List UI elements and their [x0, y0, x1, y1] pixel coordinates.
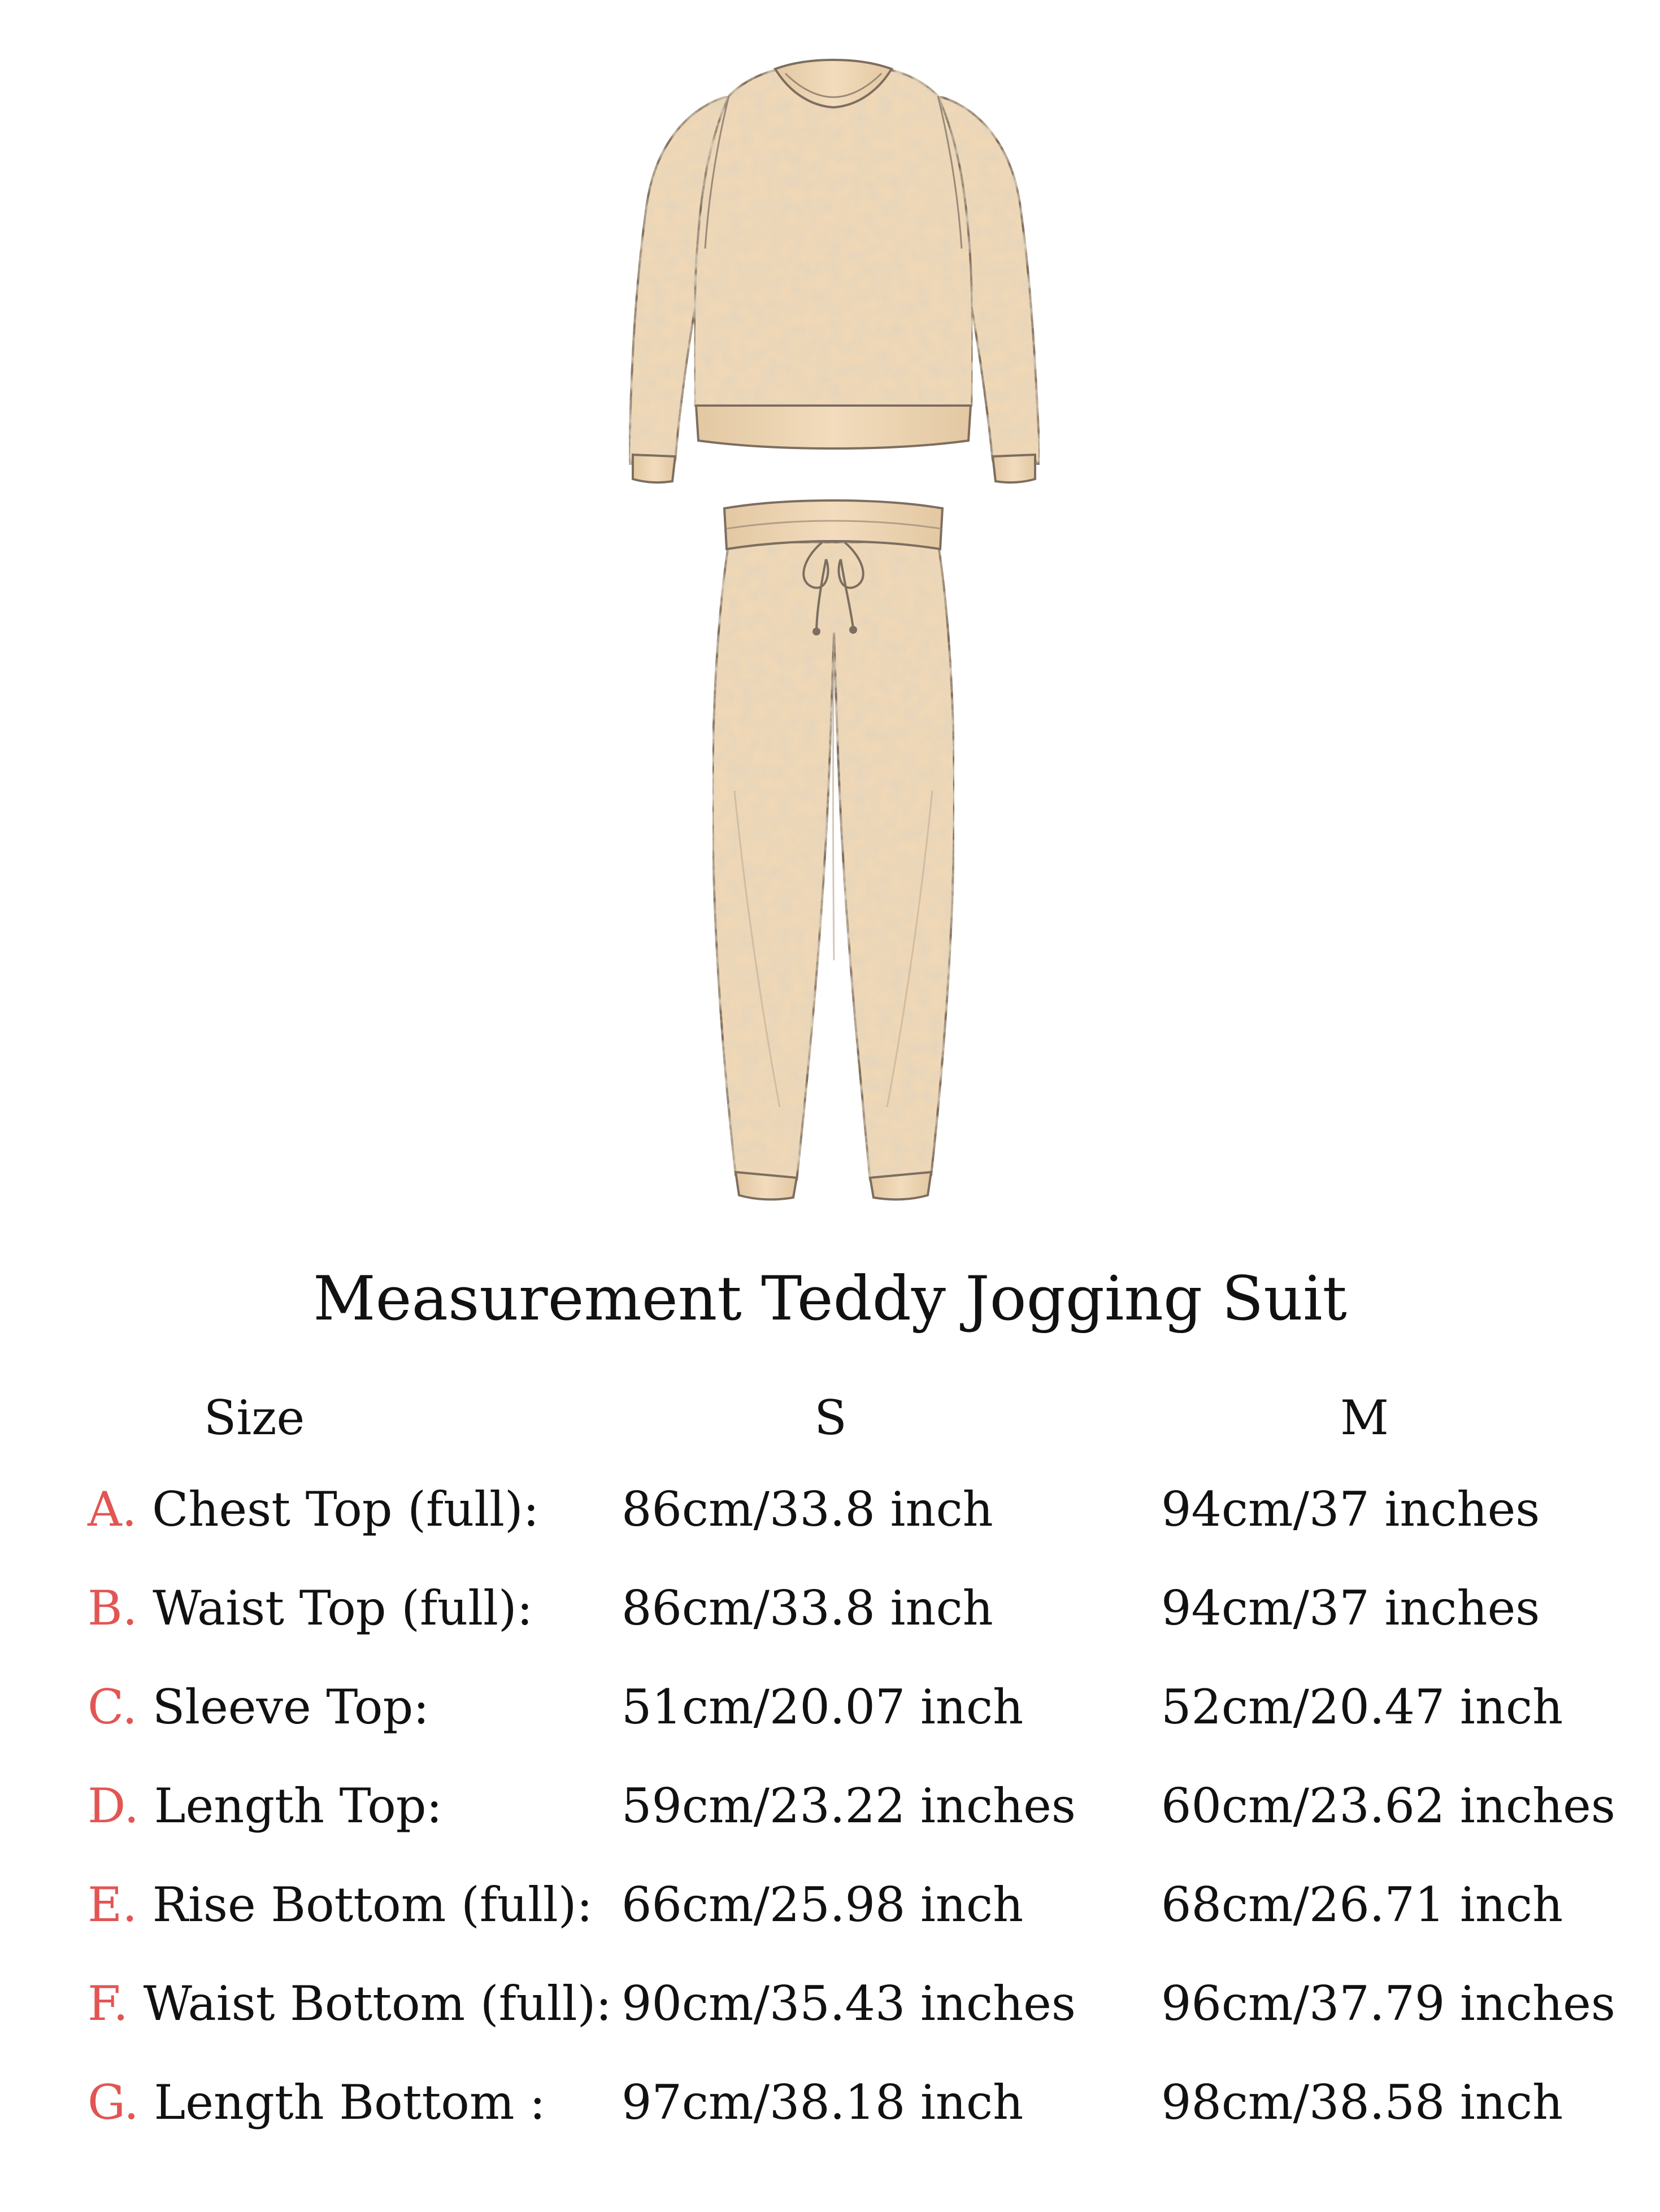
size-s-value: 97cm/38.18 inch [622, 2075, 1024, 2130]
size-s-value: 66cm/25.98 inch [622, 1877, 1024, 1932]
row-letter: E. [88, 1877, 138, 1932]
sweatshirt-body [694, 63, 973, 407]
size-m-value: 98cm/38.58 inch [1161, 2075, 1563, 2130]
sweatshirt-drawing [629, 60, 1040, 482]
page-title: Measurement Teddy Jogging Suit [313, 1264, 1347, 1334]
row-letter: D. [88, 1778, 140, 1834]
s-column-header: S [814, 1390, 847, 1445]
sweatshirt-waistband [696, 406, 971, 449]
size-s-value: 59cm/23.22 inches [622, 1778, 1076, 1834]
size-column-header: Size [203, 1390, 305, 1445]
table-row-label [88, 2071, 545, 2133]
row-label-text: Length Top: [154, 1778, 442, 1834]
size-s-value: 86cm/33.8 inch [622, 1580, 993, 1636]
pants-drawing [712, 500, 954, 1199]
row-label-text: Length Bottom : [154, 2075, 546, 2130]
sweatshirt-left-cuff [633, 455, 675, 482]
row-letter: B. [88, 1580, 138, 1636]
size-m-value: 94cm/37 inches [1161, 1482, 1540, 1537]
size-m-value: 68cm/26.71 inch [1161, 1877, 1563, 1932]
row-letter: G. [88, 2075, 139, 2130]
row-label-text: Rise Bottom (full): [152, 1877, 593, 1932]
row-label-text: Waist Top (full): [153, 1580, 533, 1636]
row-letter: C. [88, 1679, 137, 1735]
row-letter: A. [88, 1482, 137, 1537]
pants-left-cuff [736, 1172, 797, 1199]
table-row-label [88, 1874, 593, 1936]
size-s-value: 51cm/20.07 inch [622, 1679, 1024, 1735]
size-m-value: 60cm/23.62 inches [1161, 1778, 1615, 1834]
table-row-label [88, 1478, 539, 1540]
row-label-text: Sleeve Top: [152, 1679, 429, 1735]
table-row-label [88, 1972, 612, 2035]
row-letter: F. [88, 1976, 128, 2031]
table-row-label [88, 1676, 429, 1738]
size-s-value: 86cm/33.8 inch [622, 1482, 993, 1537]
m-column-header: M [1340, 1390, 1389, 1445]
pants-right-cuff [870, 1172, 931, 1199]
table-row-label [88, 1577, 533, 1639]
table-row-label [88, 1775, 442, 1837]
size-m-value: 94cm/37 inches [1161, 1580, 1540, 1636]
row-label-text: Chest Top (full): [152, 1482, 540, 1537]
size-s-value: 90cm/35.43 inches [622, 1976, 1076, 2031]
sweatshirt-right-cuff [993, 455, 1035, 482]
row-label-text: Waist Bottom (full): [143, 1976, 612, 2031]
size-m-value: 96cm/37.79 inches [1161, 1976, 1615, 2031]
size-m-value: 52cm/20.47 inch [1161, 1679, 1563, 1735]
